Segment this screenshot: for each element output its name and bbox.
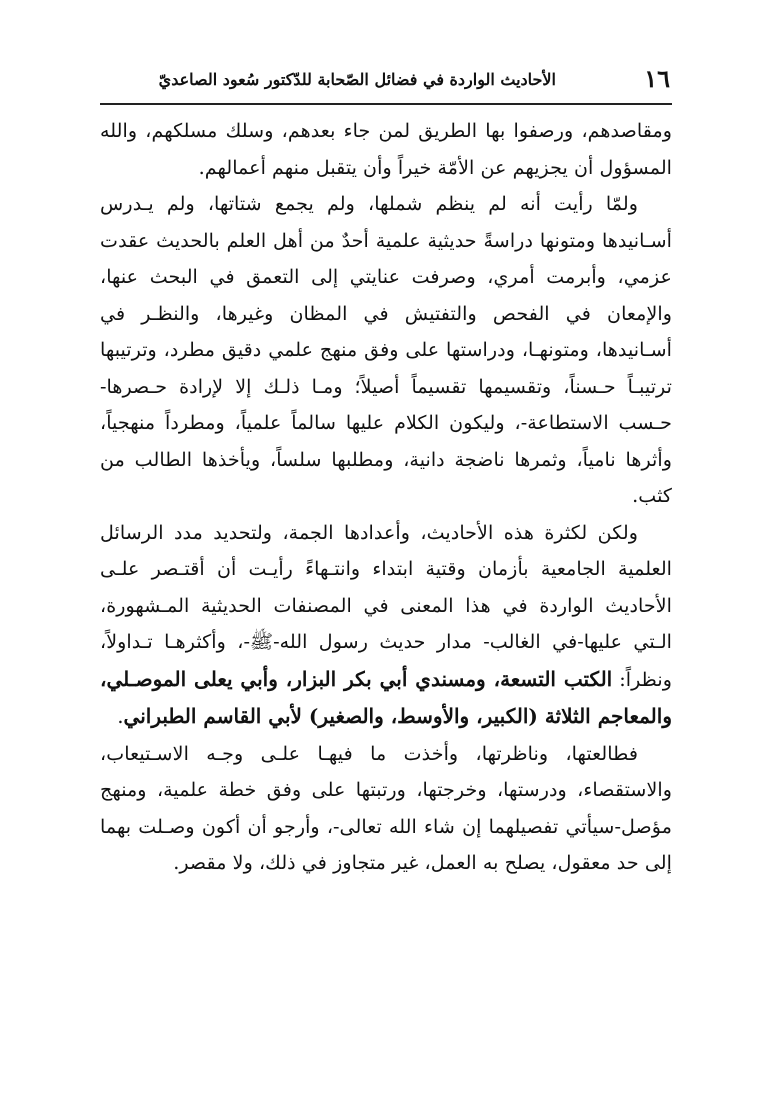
paragraph [100, 736, 672, 882]
body-text [100, 113, 672, 882]
page-header [100, 64, 672, 98]
text-segment: ومقاصدهم، ورصفوا بها الطريق لمن جاء بعدهم، وسلك مسلكهم، والله المسؤول أن يجزيهم عن الأمّة خيراً وأن يتقبل منهم أعمالهم. [100, 119, 672, 179]
paragraph [100, 113, 672, 186]
text-segment: فطالعتها، وناظرتها، وأخذت ما فيهـا علـى وجـه الاسـتيعاب، والاستقصاء، ودرستها، وخرجتها، ورتبتها على وفق خطة علمية، ومنهج مؤصل-سيأتي تفصيلهما إن شاء الله تعالى-، وأرجو أن أكون وصـلت بهما إلى حد معقول، يصلح به العمل، غير متجاوز في ذلك، ولا مقصر. [100, 741, 672, 874]
paragraph [100, 186, 672, 515]
page-number: ١٦ [644, 64, 670, 93]
header-divider [100, 103, 672, 105]
bold-text-segment: الكتب التسعة، ومسندي أبي بكر البزار، وأبي يعلى الموصـلي، والمعاجم الثلاثة (الكبير، والأوسط، والصغير) لأبي القاسم الطبراني [100, 666, 672, 728]
running-title: الأحاديث الواردة في فضائل الصّحابة للدّكتور سُعود الصاعديّ [158, 70, 556, 89]
text-segment: . [117, 705, 124, 728]
text-segment: ولكن لكثرة هذه الأحاديث، وأعدادها الجمة، ولتحديد مدد الرسائل العلمية الجامعية بأزمان وقتية ابتداء وانتـهاءً رأيـت أن أقتـصر علـى الأحاديث الواردة في هذا المعنى في المصنفات الحديثية المـشهورة، الـتي عليها-في الغالب- مدار حديث رسول الله-ﷺ-، وأكثرهـا تـداولاً، ونظراً: [100, 520, 672, 691]
text-segment: ولمّا رأيت أنه لم ينظم شملها، ولم يجمع شتاتها، ولم يـدرس أسـانيدها ومتونها دراسةً حديثية علمية أحدٌ من أهل العلم بالحديث عقدت عزمي، وأبرمت أمري، وصرفت عنايتي إلى التعمق في البحث عنها، والإمعان في الفحص والتفتيش في المظان وغيرها، والنظـر في أسـانيدها، ومتونهـا، ودراستها على وفق منهج علمي دقيق مطرد، وترتيبها ترتيبـاً حـسناً، وتقسيمها تقسيماً أصيلاً؛ ومـا ذلـك إلا لإرادة حـصرها-حـسب الاستطاعة-، وليكون الكلام عليها سالماً علمياً، ومطرداً منهجياً، وأثرها نامياً، وثمرها ناضجة دانية، ومطلبها سلساً، ويأخذها الطالب من كثب. [100, 192, 672, 507]
paragraph [100, 515, 672, 736]
